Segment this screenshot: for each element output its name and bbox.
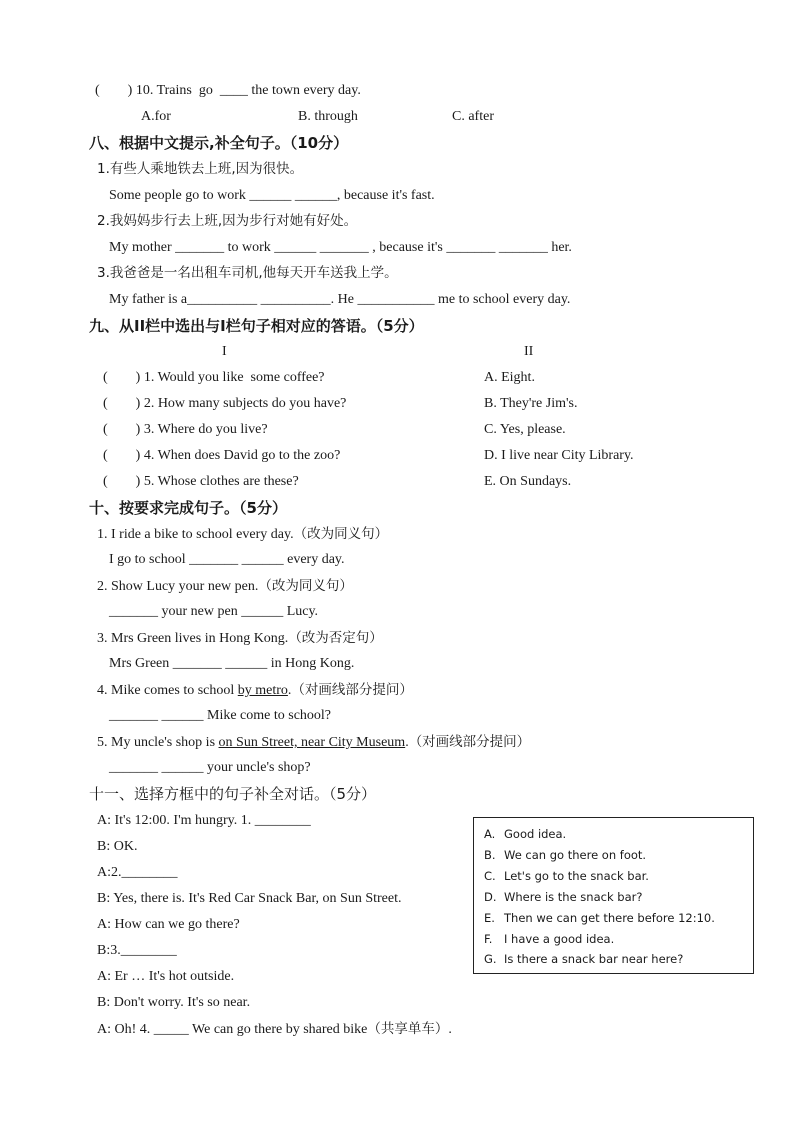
option-letter: F. [484,932,493,946]
option-item [484,951,683,967]
sec8-q1-english: Some people go to work ______ ______, because it's fast. [109,188,435,203]
sec8-q3-english: My father is a__________ __________. He ___________ me to school every day. [109,292,571,307]
option-letter: E. [484,911,495,925]
option-text: I have a good idea. [504,932,615,946]
sec10-q2 [97,577,353,596]
sec10-q4-underlined-phrase: by metro [237,683,288,698]
option-item [484,889,642,905]
sec10-q2-instruction: （改为同义句） [258,578,353,594]
sec9-right-item: D. I live near City Library. [484,448,634,463]
sec9-right-item: A. Eight. [484,370,535,385]
option-letter: G. [484,952,497,966]
sec10-q1-answer: I go to school _______ ______ every day. [109,552,345,567]
options-box [473,817,754,974]
sec9-left-item: ( ) 5. Whose clothes are these? [103,474,299,489]
option-text: We can go there on foot. [504,848,647,862]
sec8-q3-chinese: 3.我爸爸是一名出租车司机,他每天开车送我上学。 [97,265,398,281]
section-11-title: 十一、选择方框中的句子补全对话。（5分） [89,785,377,803]
sec10-q1-sentence: 1. I ride a bike to school every day. [97,527,294,542]
dialogue-last-chinese-note: （共享单车） [367,1021,449,1037]
sec10-q5-underlined-phrase: on Sun Street, near City Museum [218,735,406,750]
option-letter: B. [484,848,496,862]
sec9-left-item: ( ) 4. When does David go to the zoo? [103,448,341,463]
sec8-q2-chinese: 2.我妈妈步行去上班,因为步行对她有好处。 [97,213,358,229]
sec10-q3-instruction: （改为否定句） [288,630,383,646]
sec10-q5-answer: _______ ______ your uncle's shop? [109,760,311,775]
option-letter: C. [484,869,496,883]
dialogue-line: B: Yes, there is. It's Red Car Snack Bar, on Sun Street. [97,891,402,906]
sec8-q2-english: My mother _______ to work ______ _______ , because it's _______ _______ her. [109,240,572,255]
dialogue-line: A: How can we go there? [97,917,240,932]
q10-option-c: C. after [452,109,494,124]
dialogue-line [97,1020,452,1039]
option-text: Then we can get there before 12:10. [504,911,715,925]
dialogue-line: B: Don't worry. It's so near. [97,995,251,1010]
sec10-q1-instruction: （改为同义句） [293,526,389,542]
sec10-q3-answer: Mrs Green _______ ______ in Hong Kong. [109,656,355,671]
sec9-right-item: B. They're Jim's. [484,396,578,411]
sec10-q4-sentence-start: 4. Mike comes to school [97,683,238,698]
option-text: Where is the snack bar? [504,890,643,904]
sec10-q5-period: . [405,735,409,750]
section-10-title: 十、按要求完成句子。（5分） [89,499,287,517]
sec9-right-item: E. On Sundays. [484,474,572,489]
option-item [484,910,715,926]
option-text: Let's go to the snack bar. [504,869,649,883]
section-8-title: 八、根据中文提示,补全句子。（10分） [89,134,349,152]
dialogue-line: B: OK. [97,839,138,854]
dialogue-last-text: A: Oh! 4. _____ We can go there by shared bike [97,1022,368,1037]
dialogue-last-period: . [448,1022,452,1037]
option-item [484,847,646,863]
option-letter: D. [484,890,497,904]
option-text: Good idea. [504,827,567,841]
sec10-q4-answer: _______ ______ Mike come to school? [109,708,332,723]
sec9-left-item: ( ) 2. How many subjects do you have? [103,396,347,411]
option-item [484,931,614,947]
option-text: Is there a snack bar near here? [504,952,684,966]
option-letter: A. [484,827,496,841]
dialogue-line: B:3.________ [97,943,177,958]
section-9-title: 九、从II栏中选出与I栏句子相对应的答语。（5分） [89,317,424,335]
sec10-q3 [97,629,383,648]
sec10-q5-sentence-start: 5. My uncle's shop is [97,735,219,750]
option-item [484,868,649,884]
sec10-q2-sentence: 2. Show Lucy your new pen. [97,579,259,594]
sec9-column-i-header: I [222,344,227,359]
sec8-q1-chinese: 1.有些人乘地铁去上班,因为很快。 [97,161,304,177]
dialogue-line: A: Er … It's hot outside. [97,969,235,984]
dialogue-line: A: It's 12:00. I'm hungry. 1. ________ [97,813,311,828]
sec10-q1 [97,525,388,544]
sec10-q4-instruction: （对画线部分提问） [291,682,413,698]
option-item [484,826,566,842]
sec10-q5-instruction: （对画线部分提问） [408,734,531,750]
sec10-q5 [97,733,530,752]
sec9-left-item: ( ) 3. Where do you live? [103,422,268,437]
sec10-q4-period: . [287,683,292,698]
sec10-q2-answer: _______ your new pen ______ Lucy. [109,604,319,619]
q10-stem: ( ) 10. Trains go ____ the town every day. [95,83,361,98]
sec9-column-ii-header: II [524,344,534,359]
dialogue-line: A:2.________ [97,865,178,880]
sec9-left-item: ( ) 1. Would you like some coffee? [103,370,325,385]
sec10-q4 [97,681,413,700]
q10-option-a: A.for [141,109,171,124]
q10-option-b: B. through [298,109,358,124]
sec10-q3-sentence: 3. Mrs Green lives in Hong Kong. [97,631,289,646]
sec9-right-item: C. Yes, please. [484,422,566,437]
